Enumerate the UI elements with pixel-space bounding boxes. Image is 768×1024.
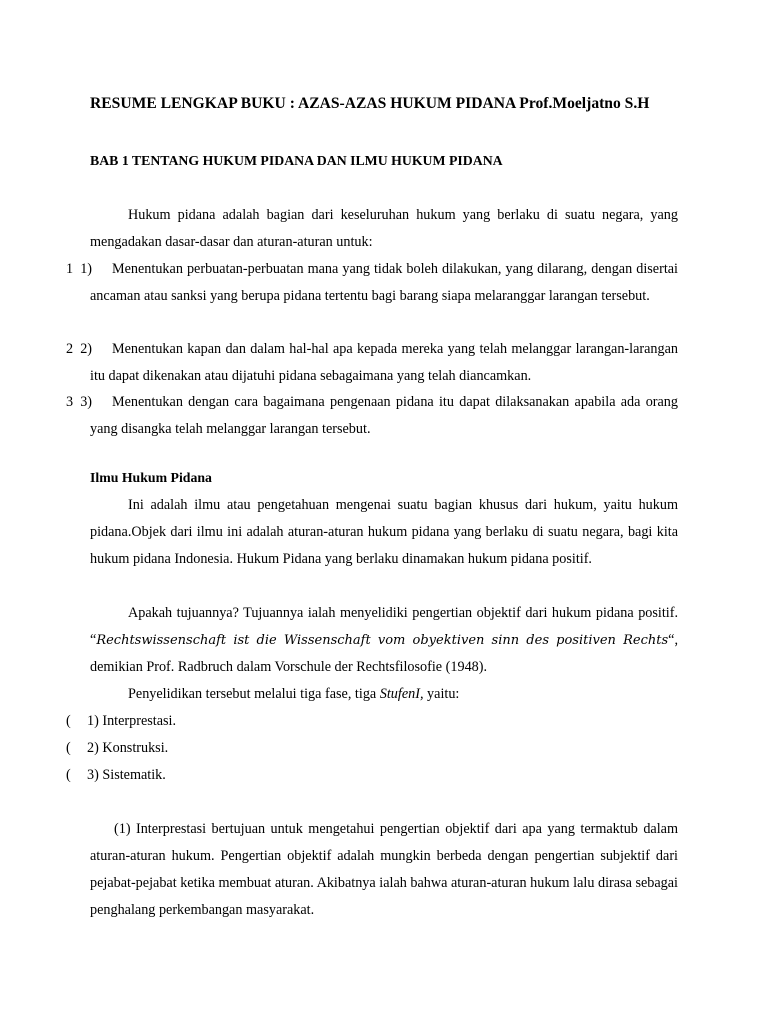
phase-bracket: ( <box>66 767 71 783</box>
function-marker: 1 1) <box>66 261 93 277</box>
phase-bracket: ( <box>66 740 71 756</box>
document-title: RESUME LENGKAP BUKU : AZAS-AZAS HUKUM PIDANA Prof.Moeljatno S.H <box>90 95 650 112</box>
para2-start: Apakah tujuannya? Tujuannya ialah menyelidiki pengertian objektif dari hukum pidana positif. “ <box>90 605 678 648</box>
closing-paragraph: (1) Interprestasi bertujuan untuk mengetahui pengertian objektif dari apa yang termaktub dalam aturan-aturan hukum. Pengertian objektif adalah mungkin berbeda dengan pengertian subjektif dari pejabat-pejabat ketika membuat aturan. Akibatnya ialah bahwa aturan-aturan hukum lalu dirasa sebagai penghalang perkembangan masyarakat. <box>90 821 678 918</box>
phase-text: 2) Konstruksi. <box>87 740 169 756</box>
section-paragraph-2 <box>90 600 678 681</box>
phases-intro-start: Penyelidikan tersebut melalui tiga fase, tiga <box>128 686 380 702</box>
chapter-heading: BAB 1 TENTANG HUKUM PIDANA DAN ILMU HUKUM PIDANA <box>90 153 503 168</box>
section-paragraph-1: Ini adalah ilmu atau pengetahuan mengenai suatu bagian khusus dari hukum, yaitu hukum pidana.Objek dari ilmu ini adalah aturan-aturan hukum pidana yang berlaku di suatu negara, bagi kita hukum pidana Indonesia. Hukum Pidana yang berlaku dinamakan hukum pidana positif. <box>90 497 678 567</box>
para2-end: “, demikian Prof. Radbruch dalam Vorschule der Rechtsfilosofie (1948). <box>90 632 678 675</box>
phases-intro-italic: StufenI, <box>379 686 424 702</box>
phases-intro <box>90 681 678 708</box>
function-text: Menentukan perbuatan-perbuatan mana yang tidak boleh dilakukan, yang dilarang, dengan disertai ancaman atau sanksi yang berupa pidana tertentu bagi barang siapa melaranggar larangan tersebut. <box>90 261 678 304</box>
function-text: Menentukan dengan cara bagaimana pengenaan pidana itu dapat dilaksanakan apabila ada orang yang disangka telah melanggar larangan tersebut. <box>90 394 678 437</box>
phases-intro-end: yaitu: <box>423 686 460 702</box>
function-marker: 2 2) <box>66 341 93 357</box>
radbruch-quote: Rechtswissenschaft ist die Wissenschaft vom obyektiven sinn des positiven Rechts <box>96 633 669 648</box>
function-marker: 3 3) <box>66 394 93 410</box>
phase-text: 3) Sistematik. <box>87 767 166 783</box>
phase-text: 1) Interprestasi. <box>87 713 177 729</box>
phase-bracket: ( <box>66 713 71 729</box>
section-heading: Ilmu Hukum Pidana <box>90 470 212 485</box>
function-text: Menentukan kapan dan dalam hal-hal apa kepada mereka yang telah melanggar larangan-larangan itu dapat dikenakan atau dijatuhi pidana sebagaimana yang telah diancamkan. <box>90 341 678 384</box>
intro-paragraph: Hukum pidana adalah bagian dari keseluruhan hukum yang berlaku di suatu negara, yang mengadakan dasar-dasar dan aturan-aturan untuk: <box>90 207 678 250</box>
